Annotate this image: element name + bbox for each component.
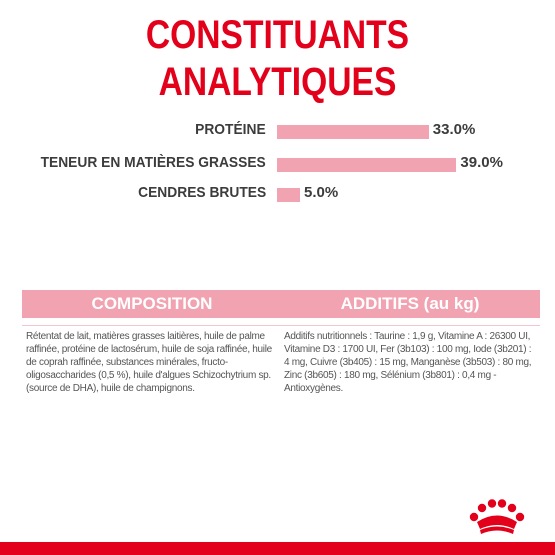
composition-panel	[22, 290, 282, 555]
composition-text: Rétentat de lait, matières grasses laitières, huile de palme raffinée, protéine de lactosérum, huile de soja raffinée, huile de coprah raffinée, substances minérales, fructo-oligosaccharides (0,5 %), huile d'algues Schizochytrium sp. (source de DHA), huile de champignons.	[22, 325, 282, 555]
analysis-value: 5.0%	[304, 184, 339, 201]
composition-heading: COMPOSITION	[22, 290, 282, 318]
page-title	[44, 12, 510, 106]
analysis-value: 33.0%	[432, 121, 476, 138]
analysis-label: TENEUR EN MATIÈRES GRASSES	[40, 154, 266, 171]
analysis-bar	[277, 125, 429, 139]
page-title-line2: ANALYTIQUES	[158, 60, 397, 104]
additives-text: Additifs nutritionnels : Taurine : 1,9 g, Vitamine A : 26300 UI, Vitamine D3 : 1700 UI, Fer (3b103) : 100 mg, Iode (3b201) : 4 mg, Cuivre (3b405) : 15 mg, Manganèse (3b503) : 80 mg, Zinc (3b605) : 180 mg, Sélénium (3b801) : 0,4 mg - Antioxygènes.	[280, 325, 540, 555]
analysis-label: CENDRES BRUTES	[137, 184, 266, 201]
analysis-label: PROTÉINE	[195, 121, 266, 138]
crown-logo-icon	[468, 499, 526, 535]
analysis-row-fat	[0, 150, 555, 178]
analysis-value: 39.0%	[460, 154, 503, 171]
analysis-bar	[277, 158, 456, 172]
analysis-row-protein	[0, 117, 555, 145]
page-title-line1: CONSTITUANTS	[145, 13, 410, 57]
analysis-row-ash	[0, 180, 555, 208]
analysis-bar	[277, 188, 300, 202]
additives-heading: ADDITIFS (au kg)	[280, 290, 540, 318]
bottom-brand-bar	[0, 542, 555, 555]
